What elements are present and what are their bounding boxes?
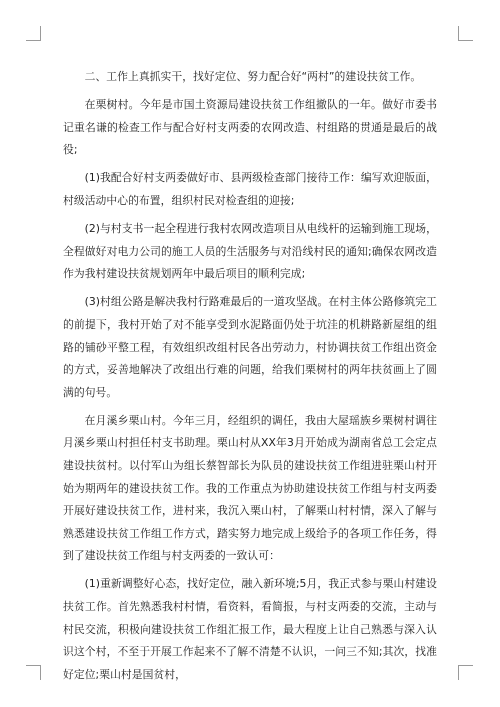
paragraph: 在栗树村。今年是市国土资源局建设扶贫工作组撤队的一年。做好市委书记重名谦的检查工作与配合好村支两委的农网改造、村组路的贯通是最后的战役; [63, 98, 437, 157]
paragraph: 在月溪乡栗山村。今年三月，经组织的调任，我由大屋瑶族乡栗树村调往月溪乡栗山村担任村支书助理。栗山村从XX年3月开始成为湖南省总工会定点建设扶贫村。以付军山为组长蔡智部长为队员的建设扶贫工作组进驻栗山村开始为期两年的建设扶贫工作。我的工作重点为协助建设扶贫工作组与村支两委开展好建设扶贫工作，进村来，我沉入栗山村，了解栗山村村情，深入了解与熟悉建设扶贫工作组工作方式，踏实努力地完成上级给予的各项工作任务，得到了建设扶贫工作组与村支两委的一致认可： [63, 413, 437, 563]
paragraph: (3)村组公路是解决我村行路难最后的一道攻坚战。在村主体公路修筑完工的前提下，我村开始了对不能享受到水泥路面仍处于坑洼的机耕路新屋组的组路的铺砂平整工程，有效组织改组村民各出劳动力，村协调扶贫工作组出资金的方式，妥善地解决了改组出行难的问题，给我们栗树村的两年扶贫画上了圆满的句号。 [63, 295, 437, 399]
crop-mark-bottom-left [26, 665, 41, 680]
paragraph: (1)我配合好村支两委做好市、县两级检查部门接待工作：编写欢迎版面，村级活动中心的布置，组织村民对检查组的迎接; [63, 171, 437, 207]
paragraph: (2)与村支书一起全程进行我村农网改造项目从电线杆的运输到施工现场，全程做好对电力公司的施工人员的生活服务与对沿线村民的通知;确保农网改造作为我村建设扶贫规划两年中最后项目的顺利完成; [63, 222, 437, 281]
paragraph: (1)重新调整好心态，找好定位，融入新环境;5月，我正式参与栗山村建设扶贫工作。首先熟悉我村村情，看资料，看简报，与村支两委的交流，主动与村民交流，积极向建设扶贫工作组汇报工作，最大程度上让自己熟悉与深入认识这个村，不至于开展工作起来不了解不清楚不认识，一问三不知;其次，找准好定位;栗山村是国贫村， [63, 577, 437, 681]
crop-mark-top-right [458, 26, 473, 41]
crop-mark-top-left [26, 26, 41, 41]
document-body [63, 66, 437, 686]
crop-mark-bottom-right [458, 665, 473, 680]
section-heading: 二、工作上真抓实干，找好定位、努力配合好“两村”的建设扶贫工作。 [84, 70, 422, 83]
